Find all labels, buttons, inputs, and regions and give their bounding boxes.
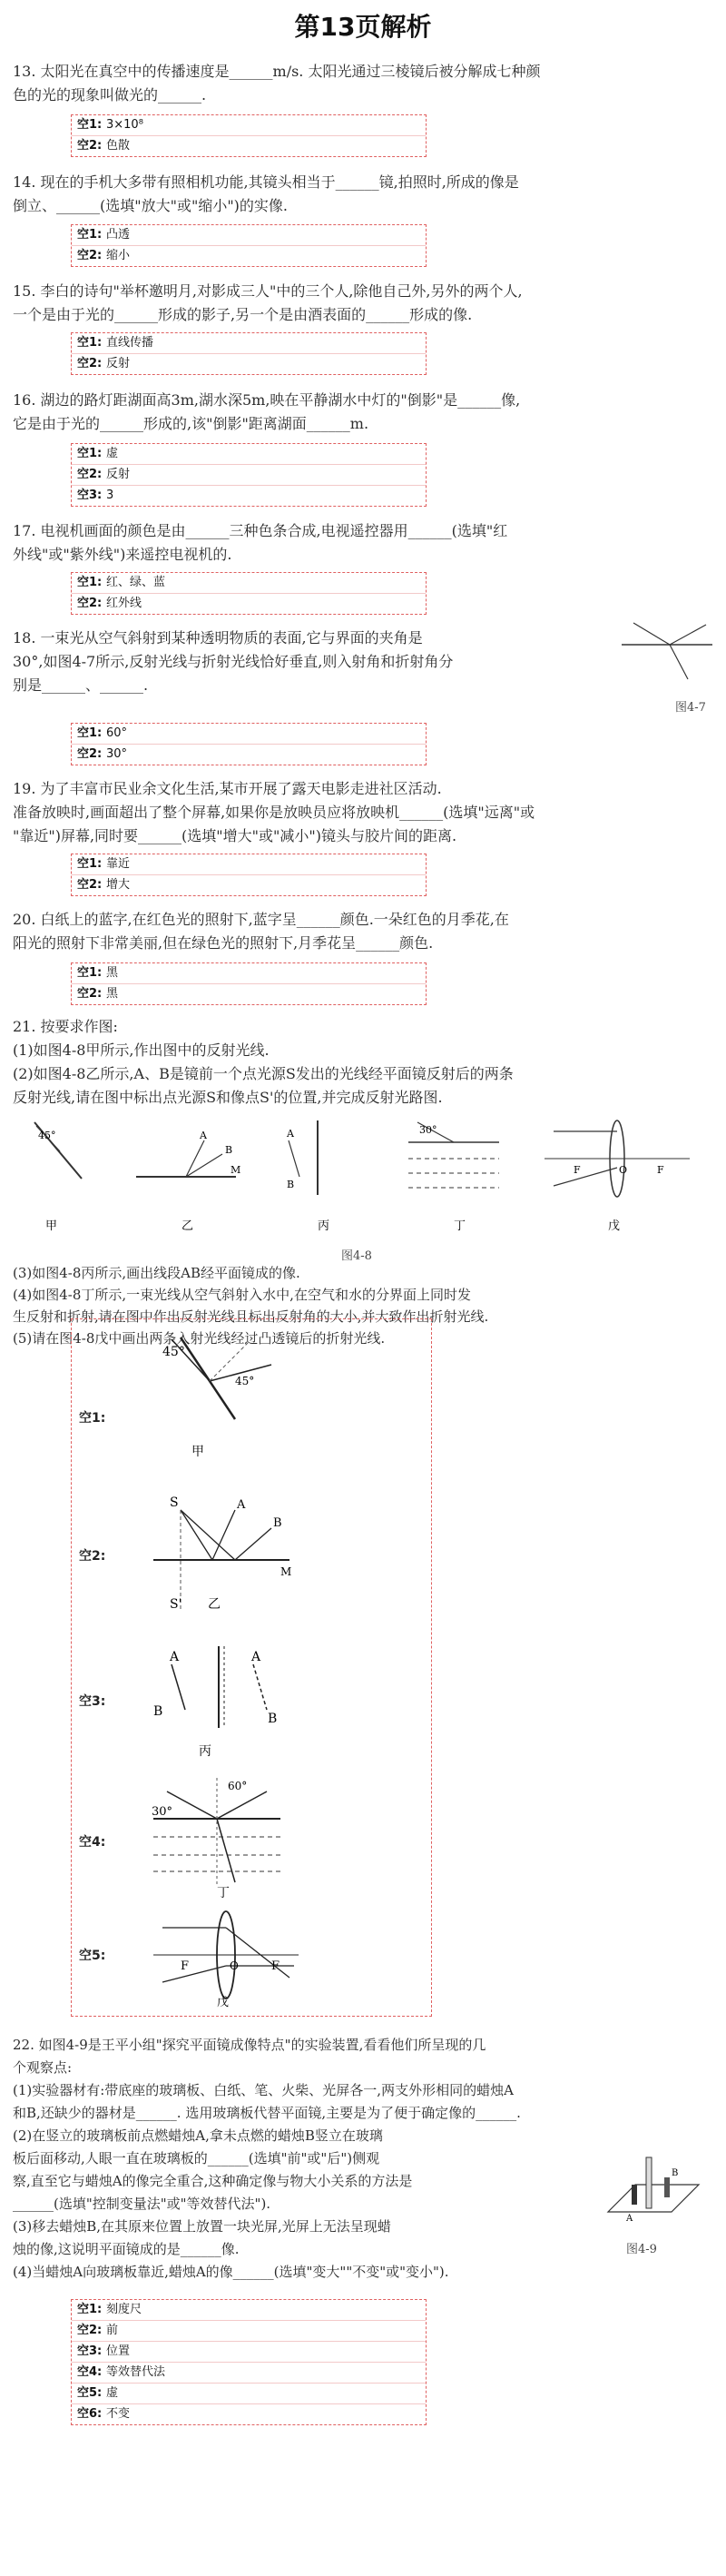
svg-text:F: F xyxy=(271,1959,280,1973)
fig48-ding xyxy=(408,1122,499,1233)
answer-box-19: 空1: 靠近 空2: 增大 xyxy=(71,854,427,896)
svg-text:B: B xyxy=(225,1144,233,1156)
answer-21-jia xyxy=(144,1328,289,1465)
svg-text:B: B xyxy=(153,1704,163,1719)
svg-text:A: A xyxy=(200,1130,207,1141)
svg-text:S: S xyxy=(170,1495,179,1510)
answer-box-17: 空1: 红、绿、蓝 空2: 红外线 xyxy=(71,572,427,615)
svg-text:A: A xyxy=(251,1650,261,1664)
answer-21-wu xyxy=(144,1900,308,2009)
question-16: 16. 湖边的路灯距湖面高3m,湖水深5m,映在平静湖水中灯的"倒影"是______像, 它是由于光的______形成的,该"倒影"距离湖面______m. xyxy=(13,391,521,432)
answer-21-ding xyxy=(144,1764,289,1900)
answer-21-yi xyxy=(144,1474,308,1610)
answer-box-18: 空1: 60° 空2: 30° xyxy=(71,723,427,765)
svg-text:A: A xyxy=(287,1128,294,1140)
question-22: 22. 如图4-9是王平小组"探究平面镜成像特点"的实验装置,看看他们所呈现的几 个观察点: (1)实验器材有:带底座的玻璃板、白纸、笔、火柴、光屏各一,两支外形相同的蜡烛A 和B,还缺少的器材是______. 选用玻璃板代替平面镜,主要是为了便于确定像的______. (2)在竖立的玻璃板前点燃蜡烛A,拿未点燃的蜡烛B竖立在玻璃 板后面移动,人眼一直在玻璃板的______(选填"前"或"后")侧观 察,直至它与蜡烛A的像完全重合,这种确定像与物大小关系的方法是 ______(选填"控制变量法"或"等效替代法"). (3)移去蜡烛B,在其原来位置上放置一块光屏,光屏上无法呈现蜡 烛的像,这说明平面镜成的是______像. (4)当蜡烛A向玻璃板靠近,蜡烛A的像______(选填"变大""不变"或"变小"). xyxy=(13,2037,521,2280)
svg-text:B: B xyxy=(287,1179,295,1190)
page-title: 第13页解析 xyxy=(294,12,432,42)
svg-text:O: O xyxy=(230,1959,239,1972)
svg-text:甲: 甲 xyxy=(45,1219,58,1233)
figure-4-7-caption: 图4-7 xyxy=(675,701,706,715)
figure-4-9-caption: 图4-9 xyxy=(626,2243,657,2256)
svg-text:戊: 戊 xyxy=(217,1996,230,2009)
svg-text:B: B xyxy=(672,2168,679,2178)
svg-text:丁: 丁 xyxy=(454,1219,466,1233)
svg-text:A: A xyxy=(170,1650,180,1664)
svg-text:丙: 丙 xyxy=(318,1219,330,1233)
answer-21-bing xyxy=(144,1628,289,1764)
fig48-wu xyxy=(544,1120,690,1233)
svg-text:45°: 45° xyxy=(162,1345,185,1359)
answer-box-16: 空1: 虚 空2: 反射 空3: 3 xyxy=(71,443,427,507)
figure-4-8 xyxy=(18,1113,717,1240)
question-19: 19. 为了丰富市民业余文化生活,某市开展了露天电影走进社区活动. 准备放映时,画面超出了整个屏幕,如果你是放映员应将放映机______(选填"远离"或 "靠近")屏幕,同时要______(选填"增大"或"减小")镜头与胶片间的距离. xyxy=(13,780,535,844)
svg-text:丁: 丁 xyxy=(217,1886,230,1900)
figure-4-7 xyxy=(617,617,717,683)
svg-text:F: F xyxy=(574,1164,581,1176)
answer-box-22: 空1: 刻度尺 空2: 前 空3: 位置 空4: 等效替代法 空5: 虚 空6: 不变 xyxy=(71,2299,427,2425)
question-18: 18. 一束光从空气斜射到某种透明物质的表面,它与界面的夹角是 30°,如图4-7所示,反射光线与折射光线恰好垂直,则入射角和折射角分 别是______、______. xyxy=(13,629,454,694)
svg-text:A: A xyxy=(626,2214,633,2224)
svg-text:F: F xyxy=(181,1959,190,1973)
fig48-bing xyxy=(286,1120,329,1233)
svg-text:戊: 戊 xyxy=(608,1219,621,1233)
question-17: 17. 电视机画面的颜色是由______三种色条合成,电视遥控器用______(选填"红 外线"或"紫外线")来遥控电视机的. xyxy=(13,522,508,563)
question-21-part-a: 21. 按要求作图: (1)如图4-8甲所示,作出图中的反射光线. (2)如图4-8乙所示,A、B是镜前一个点光源S发出的光线经平面镜反射后的两条 反射光线,请在图中标出点光源S和像点S'的位置,并完成反射光路图. xyxy=(13,1018,514,1106)
svg-text:B: B xyxy=(273,1516,282,1530)
question-21-part-b: (3)如图4-8丙所示,画出线段AB经平面镜成的像. (4)如图4-8丁所示,一束光线从空气斜射入水中,在空气和水的分界面上同时发 生反射和折射,请在图中作出反射光线且标出反射角的大小,并大致作出折射光线. (5)请在图4-8戊中画出两条入射光线经过凸透镜后的折射光线. xyxy=(13,1265,489,1347)
question-20: 20. 白纸上的蓝字,在红色光的照射下,蓝字呈______颜色.一朵红色的月季花,在 阳光的照射下非常美丽,但在绿色光的照射下,月季花呈______颜色. xyxy=(13,911,509,952)
answer-box-14: 空1: 凸透 空2: 缩小 xyxy=(71,224,427,267)
svg-text:S': S' xyxy=(170,1597,182,1610)
fig48-jia xyxy=(34,1122,82,1233)
svg-text:A: A xyxy=(237,1498,246,1512)
answer-box-15: 空1: 直线传播 空2: 反射 xyxy=(71,332,427,375)
svg-text:F: F xyxy=(657,1164,664,1176)
question-15: 15. 李白的诗句"举杯邀明月,对影成三人"中的三个人,除他自己外,另外的两个人, 一个是由于光的______形成的影子,另一个是由酒表面的______形成的像. xyxy=(13,282,523,323)
figure-4-9 xyxy=(599,2139,708,2230)
svg-text:M: M xyxy=(231,1164,241,1176)
svg-text:45°: 45° xyxy=(235,1375,255,1387)
svg-text:乙: 乙 xyxy=(208,1597,221,1610)
svg-text:乙: 乙 xyxy=(182,1219,194,1233)
svg-text:30°: 30° xyxy=(419,1124,437,1136)
answer-box-21: 空1: 45° 45° 甲 空2: S A B M S' 乙 空3: A B A B 丙 空4: 30° 60° 丁 空5: F O F 戊 xyxy=(71,1318,432,2017)
question-13: 13. 太阳光在真空中的传播速度是______m/s. 太阳光通过三棱镜后被分解成七种颜 色的光的现象叫做光的______. xyxy=(13,63,541,104)
svg-text:O: O xyxy=(619,1164,628,1176)
svg-text:30°: 30° xyxy=(152,1805,173,1819)
answer-box-20: 空1: 黑 空2: 黑 xyxy=(71,962,427,1005)
svg-text:丙: 丙 xyxy=(199,1744,211,1759)
svg-text:甲: 甲 xyxy=(191,1445,204,1459)
svg-text:45°: 45° xyxy=(38,1130,56,1141)
fig48-yi xyxy=(136,1130,240,1233)
svg-text:60°: 60° xyxy=(228,1780,248,1792)
figure-4-8-caption: 图4-8 xyxy=(341,1249,372,1263)
answer-box-13: 空1: 3×10⁸ 空2: 色散 xyxy=(71,114,427,157)
svg-text:B: B xyxy=(268,1712,278,1726)
question-14: 14. 现在的手机大多带有照相机功能,其镜头相当于______镜,拍照时,所成的像是 倒立、______(选填"放大"或"缩小")的实像. xyxy=(13,173,519,214)
svg-text:M: M xyxy=(280,1565,292,1578)
